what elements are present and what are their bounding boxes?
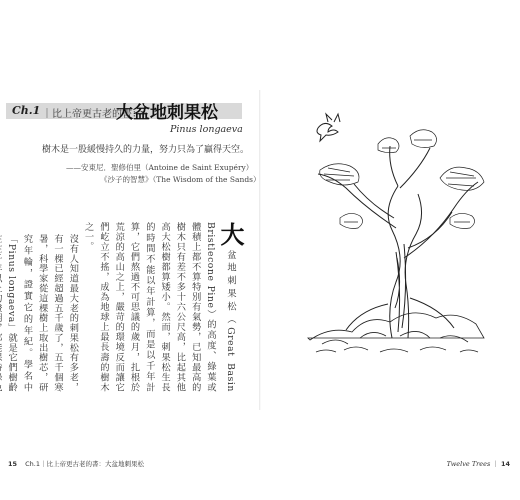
body-text <box>6 222 245 392</box>
bristlecone-pine-illustration <box>300 108 492 360</box>
page-gutter <box>259 90 261 410</box>
chapter-subtitle: ｜比上帝更古老的書： <box>42 109 142 120</box>
right-page-number: 14 <box>500 460 510 468</box>
paragraph-2: 沒有人知道最大老的刺果松有多老，有一棵已經超過五千歲了，五千個寒暑，科學家從這棵樹上取出樹芯，研究年輪，證實它的年紀。學名中「Pinus longaeva」就是它們樹齡 <box>6 234 79 392</box>
left-footer-text: Ch.1｜比上帝更古老的書：大盆地刺果松 <box>25 460 144 468</box>
footer-right <box>447 459 510 468</box>
chapter-title: 大盆地刺果松 <box>116 103 218 123</box>
latin-name: Pinus longaeva <box>170 124 243 135</box>
footer-divider: ｜ <box>492 460 499 468</box>
left-page-number: 15 <box>8 460 18 468</box>
paragraph-1-text: 盆地刺果松（Great Basin Bristlecone Pine）的高度、綠葉或體積上都不算特別有氣勢，已知最高的樹木只有差不多十六公尺高，比起其他高大松樹都算矮小。然而，刺果松生長的時間不能以年計算，而是以千年計算，它們熬過不可思議的歲月，扎根於荒涼的高山之上，嚴苛的環境反而讓它們屹立不搖，成為地球上最長壽的樹木之一。 <box>82 222 236 392</box>
chapter-header <box>6 100 242 122</box>
chapter-number: Ch.1 <box>12 104 41 117</box>
epigraph-source: 《沙子的智慧》（The Wisdom of the Sands） <box>100 175 261 184</box>
right-footer-title: Twelve Trees <box>446 460 491 468</box>
drop-cap: 大 <box>216 222 245 250</box>
epigraph-quote: 樹木是一股緩慢持久的力量，努力只為了贏得天空。 <box>42 145 250 155</box>
paragraph-1 <box>80 222 245 392</box>
footer-left <box>8 459 144 468</box>
bird-icon <box>317 114 340 141</box>
epigraph-author: ——安東尼．聖修伯里（Antoine de Saint Exupéry） <box>66 163 254 172</box>
